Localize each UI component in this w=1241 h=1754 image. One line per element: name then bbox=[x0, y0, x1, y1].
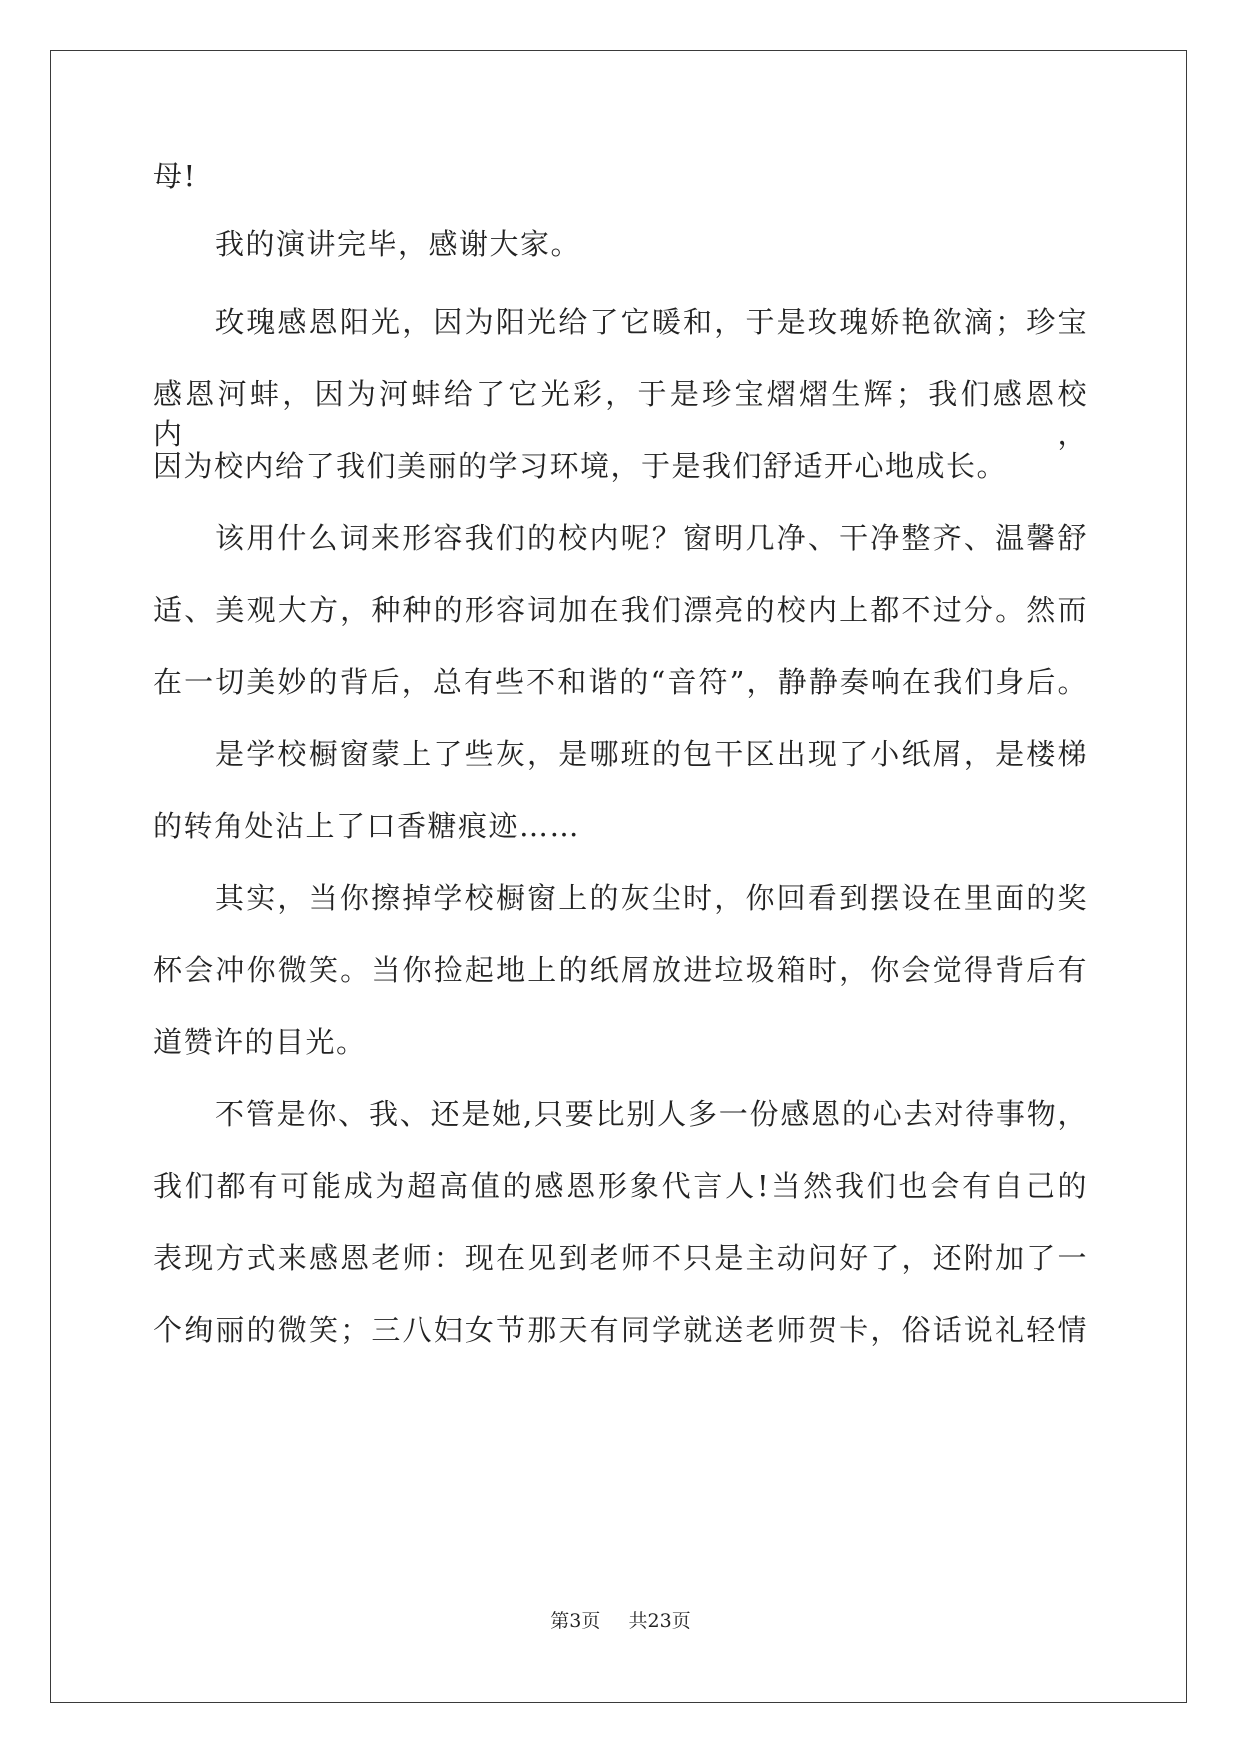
page-number: 第3页 bbox=[550, 1610, 601, 1632]
text-line: 感恩河蚌，因为河蚌给了它光彩，于是珍宝熠熠生辉；我们感恩校内， bbox=[153, 377, 1088, 451]
text-line: 是学校橱窗蒙上了些灰，是哪班的包干区出现了小纸屑，是楼梯 bbox=[215, 737, 1088, 771]
text-line: 因为校内给了我们美丽的学习环境，于是我们舒适开心地成长。 bbox=[153, 449, 1008, 483]
text-line: 母! bbox=[153, 159, 197, 193]
text-line: 杯会冲你微笑。当你捡起地上的纸屑放进垃圾箱时，你会觉得背后有 bbox=[153, 953, 1088, 987]
text-line: 道赞许的目光。 bbox=[153, 1025, 367, 1059]
page-footer bbox=[0, 1606, 1241, 1633]
text-line: 不管是你、我、还是她,只要比别人多一份感恩的心去对待事物， bbox=[215, 1097, 1088, 1131]
text-line: 的转角处沾上了口香糖痕迹…… bbox=[153, 809, 581, 843]
text-line: 个绚丽的微笑；三八妇女节那天有同学就送老师贺卡，俗话说礼轻情 bbox=[153, 1313, 1088, 1347]
text-line: 其实，当你擦掉学校橱窗上的灰尘时，你回看到摆设在里面的奖 bbox=[215, 881, 1088, 915]
text-line: 在一切美妙的背后，总有些不和谐的“音符”，静静奏响在我们身后。 bbox=[153, 665, 1088, 699]
text-line: 玫瑰感恩阳光，因为阳光给了它暖和，于是玫瑰娇艳欲滴；珍宝 bbox=[215, 305, 1088, 339]
text-line: 适、美观大方，种种的形容词加在我们漂亮的校内上都不过分。然而 bbox=[153, 593, 1088, 627]
page-total: 共23页 bbox=[628, 1610, 691, 1632]
text-line: 我的演讲完毕，感谢大家。 bbox=[215, 227, 582, 261]
text-line: 表现方式来感恩老师：现在见到老师不只是主动问好了，还附加了一 bbox=[153, 1241, 1088, 1275]
text-line: 该用什么词来形容我们的校内呢？窗明几净、干净整齐、温馨舒 bbox=[215, 521, 1088, 555]
text-line: 我们都有可能成为超高值的感恩形象代言人!当然我们也会有自己的 bbox=[153, 1169, 1088, 1203]
